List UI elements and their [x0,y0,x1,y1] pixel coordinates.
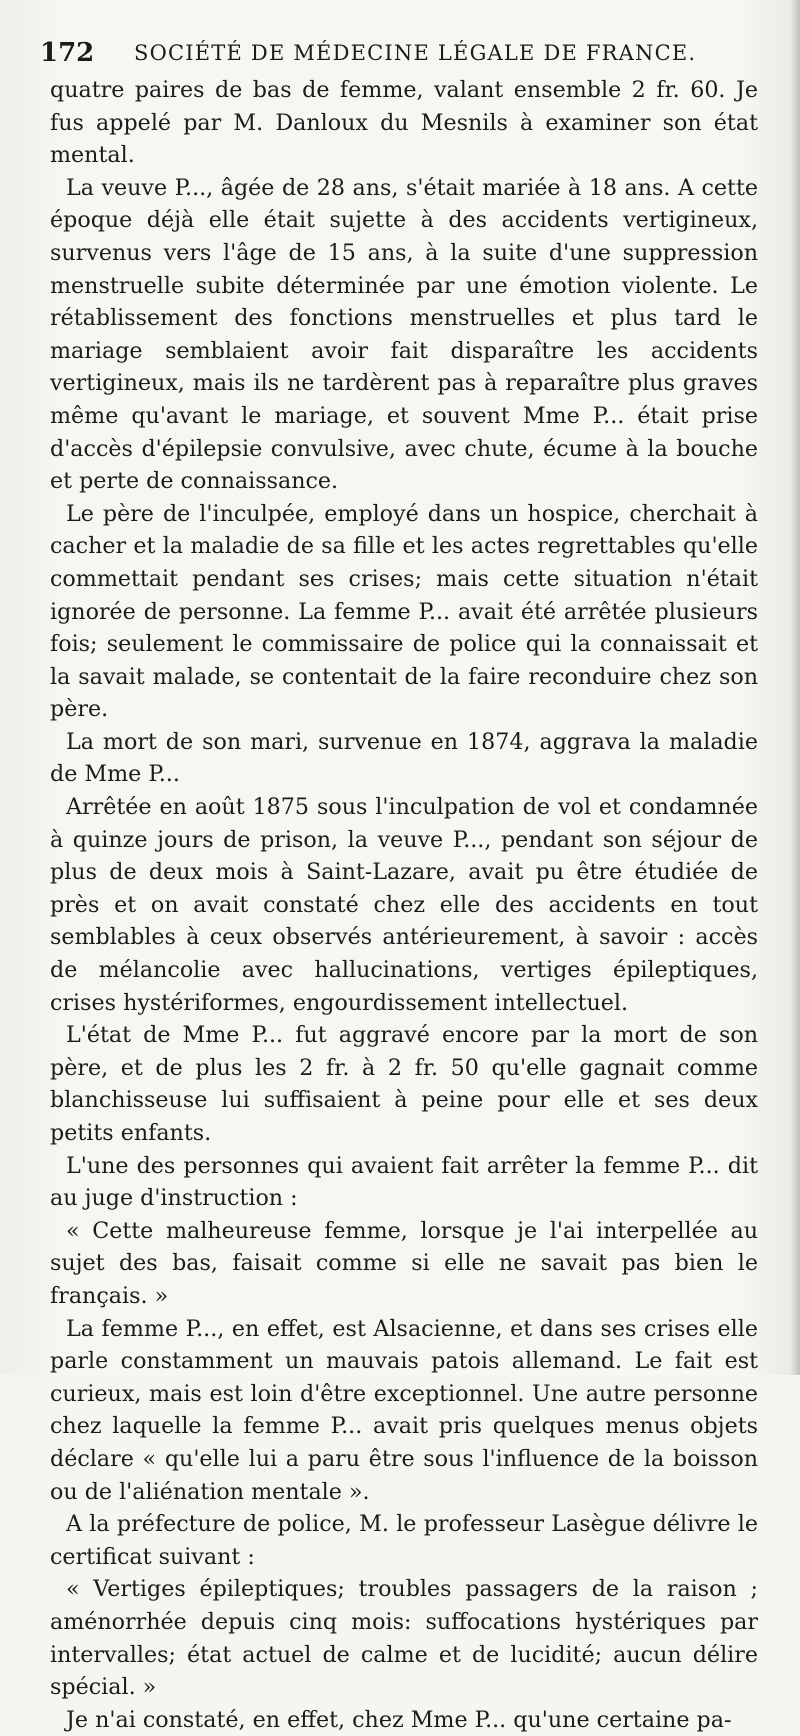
paragraph: « Cette malheureuse femme, lorsque je l'ai interpellée au sujet des bas, faisait comme si elle ne savait pas bien le français. » [50,1217,758,1309]
paragraph: La veuve P..., âgée de 28 ans, s'était mariée à 18 ans. A cette époque déjà elle était sujette à des accidents vertigineux, survenus vers l'âge de 15 ans, à la suite d'une suppression menstruelle subite déterminée par une émotion violente. Le rétablissement des fonctions menstruelles et plus tard le mariage semblaient avoir fait disparaître les accidents vertigineux, mais ils ne tardèrent pas à reparaître plus graves même qu'avant le mariage, et souvent Mme P... était prise d'accès d'épilepsie convulsive, avec chute, écume à la bouche et perte de connaissance. [50,174,758,495]
paragraph: Je n'ai constaté, en effet, chez Mme P... qu'une certaine pa- [66,1706,732,1733]
paragraph: A la préfecture de police, M. le professeur Lasègue délivre le certificat suivant : [50,1511,758,1570]
paragraph: L'une des personnes qui avaient fait arrêter la femme P... dit au juge d'instruction : [50,1152,758,1212]
paragraph: « Vertiges épileptiques; troubles passagers de la raison ; aménorrhée depuis cinq mois: suffocations hystériques par intervalles; état actuel de calme et de lucidité; aucun délire spécial. » [50,1576,758,1701]
paragraph: L'état de Mme P... fut aggravé encore par la mort de son père, et de plus les 2 fr. à 2 fr. 50 qu'elle gagnait comme blanchisseuse lui suffisaient à peine pour elle et ses deux petits enfants. [50,1022,758,1146]
page-number: 172 [40,38,95,68]
paragraph: La femme P..., en effet, est Alsacienne, et dans ses crises elle parle constamment un mauvais patois allemand. Le fait est curieux, mais est loin d'être exceptionnel. Une autre personne chez laquelle la femme P... avait pris quelques menus objets déclare « qu'elle lui a paru être sous l'influence de la boisson ou de l'aliénation mentale ». [50,1315,758,1505]
running-title: SOCIÉTÉ DE MÉDECINE LÉGALE DE FRANCE. [134,41,697,65]
body-text [50,74,758,1736]
page-header [40,38,760,74]
paragraph: quatre paires de bas de femme, valant ensemble 2 fr. 60. Je fus appelé par M. Danloux du Mesnils à examiner son état mental. [50,77,758,169]
paragraph: Arrêtée en août 1875 sous l'inculpation de vol et condamnée à quinze jours de prison, la veuve P..., pendant son séjour de plus de deux mois à Saint-Lazare, avait pu être étudiée de près et on avait constaté chez elle des accidents en tout semblables à ceux observés antérieurement, à savoir : accès de mélancolie avec hallucinations, vertiges épileptiques, crises hystériformes, engourdissement intellectuel. [50,794,758,1016]
paragraph: Le père de l'inculpée, employé dans un hospice, cherchait à cacher et la maladie de sa fille et les actes regrettables qu'elle commettait pendant ses crises; mais cette situation n'était ignorée de personne. La femme P... avait été arrêtée plusieurs fois; seulement le commissaire de police qui la connaissait et la savait malade, se contentait de la faire reconduire chez son père. [50,500,758,723]
page-edge-shadow [790,0,800,1375]
paragraph: La mort de son mari, survenue en 1874, aggrava la maladie de Mme P... [50,728,758,788]
